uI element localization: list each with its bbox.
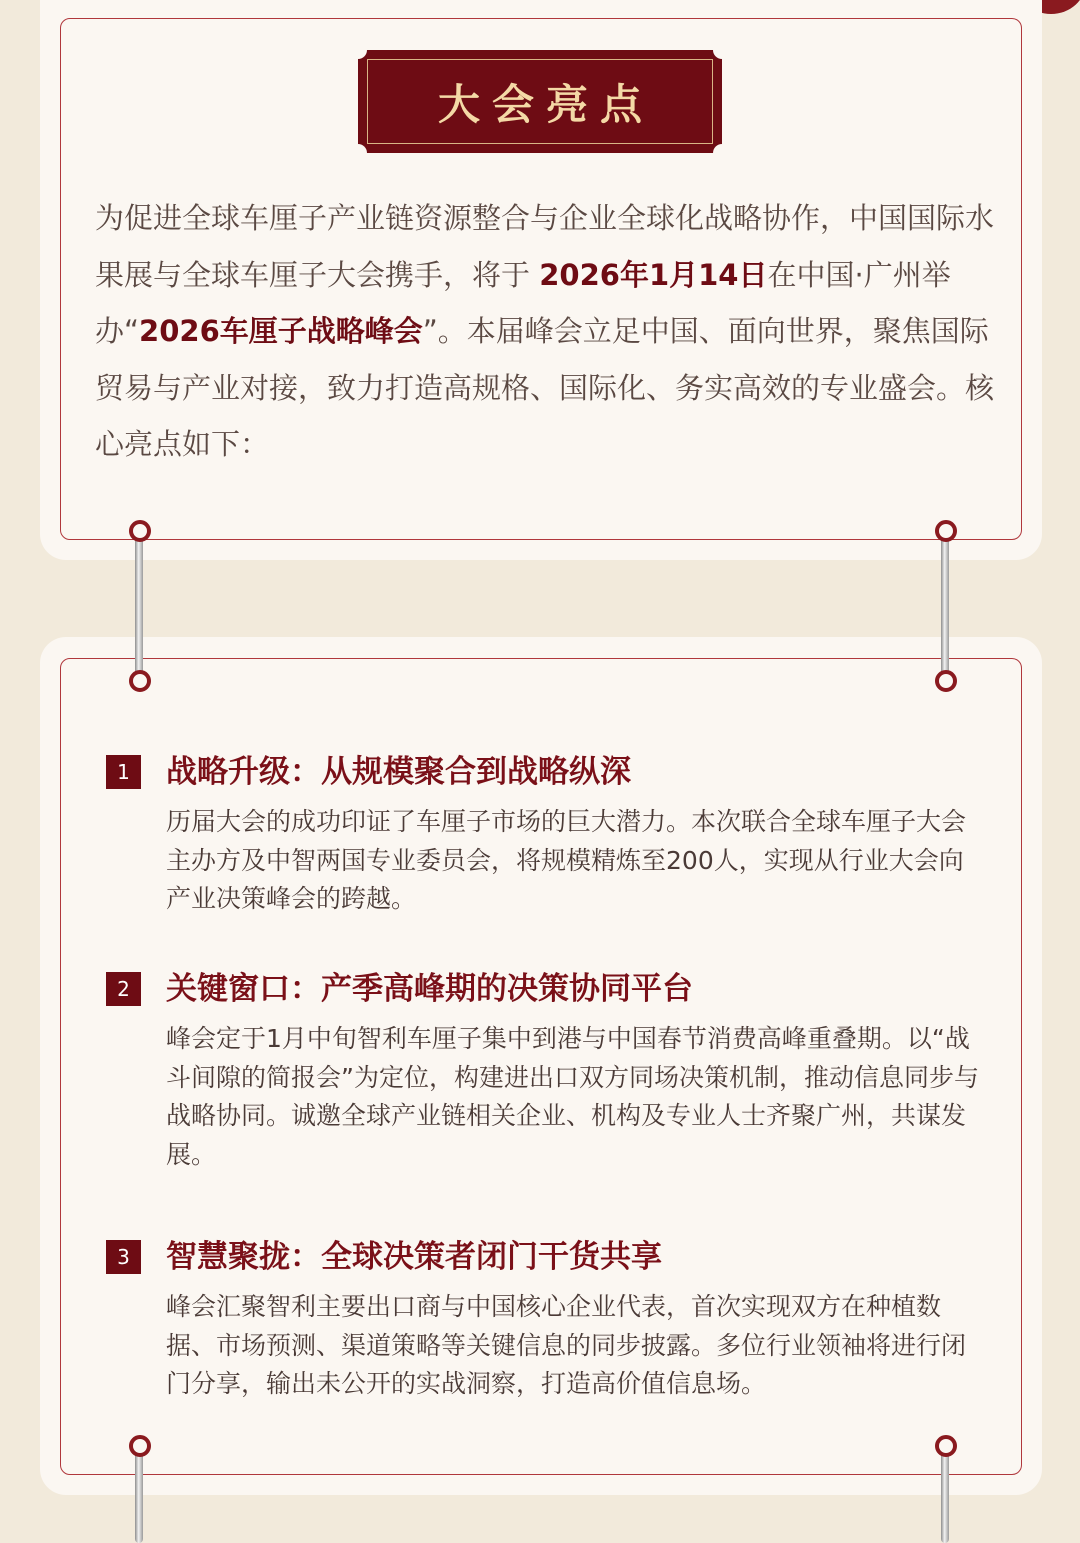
highlight-number-badge: 1	[106, 755, 141, 789]
connector-rod-right	[941, 527, 949, 679]
highlight-heading: 战略升级：从规模聚合到战略纵深	[166, 754, 631, 790]
connector-rod-right	[941, 1443, 949, 1543]
highlight-body: 历届大会的成功印证了车厘子市场的巨大潜力。本次联合全球车厘子大会主办方及中智两国专业委员会，将规模精炼至200人，实现从行业大会向产业决策峰会的跨越。	[166, 807, 967, 913]
connector-ring	[129, 670, 151, 692]
event-date: 2026年1月14日	[539, 257, 768, 292]
connector-rod-left	[135, 527, 143, 679]
intro-paragraph	[95, 190, 1015, 473]
intro-text-3: ”。本届峰会立足中国、面向世界，聚焦国际贸易与产业对接，致力打造高规格、国际化、务实高效的专业盛会。核心亮点如下：	[95, 314, 995, 461]
highlight-number-badge: 3	[106, 1240, 141, 1274]
highlight-body: 峰会汇聚智利主要出口商与中国核心企业代表，首次实现双方在种植数据、市场预测、渠道策略等关键信息的同步披露。多位行业领袖将进行闭门分享，输出未公开的实战洞察，打造高价值信息场。	[166, 1292, 967, 1398]
section-title: 大会亮点	[437, 79, 654, 129]
connector-ring	[129, 1435, 151, 1457]
connector-rod-left	[135, 1443, 143, 1543]
highlight-number-badge: 2	[106, 972, 141, 1006]
connector-ring	[935, 520, 957, 542]
connector-ring	[935, 1435, 957, 1457]
connector-ring	[129, 520, 151, 542]
event-name: 2026车厘子战略峰会	[139, 314, 423, 348]
highlight-heading: 智慧聚拢：全球决策者闭门干货共享	[166, 1239, 662, 1275]
intro-text-1: 为促进全球车厘子产业链资源整合与企业全球化战略协作，中国国际水果展与全球车厘子大会携手，将于	[95, 201, 995, 292]
highlight-body: 峰会定于1月中旬智利车厘子集中到港与中国春节消费高峰重叠期。以“战斗间隙的简报会”为定位，构建进出口双方同场决策机制，推动信息同步与战略协同。诚邀全球产业链相关企业、机构及专业人士齐聚广州，共谋发展。	[166, 1024, 979, 1169]
connector-ring	[935, 670, 957, 692]
highlight-heading: 关键窗口：产季高峰期的决策协同平台	[166, 971, 693, 1007]
intro-text-2: 在中国·广州举办“	[95, 257, 951, 348]
section-title-plaque	[358, 50, 722, 153]
